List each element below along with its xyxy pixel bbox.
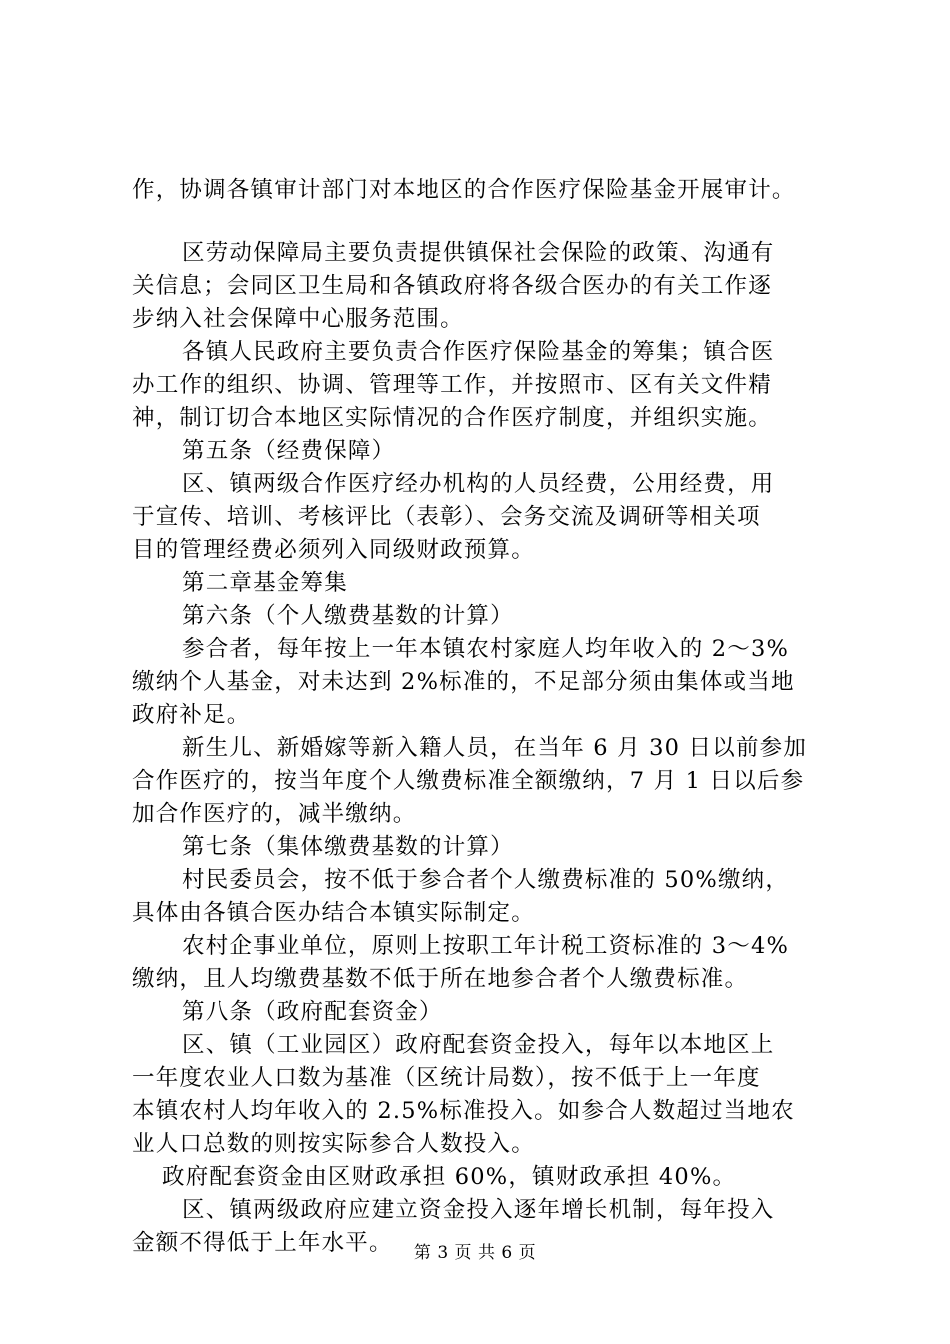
- text-line: 缴纳个人基金，对未达到 2%标准的，不足部分须由集体或当地: [132, 669, 795, 695]
- chapter-heading: 第二章基金筹集: [182, 570, 348, 596]
- section-heading: 第七条（集体缴费基数的计算）: [182, 834, 514, 860]
- section-heading: 第五条（经费保障）: [182, 438, 396, 464]
- text-line: 合作医疗的，按当年度个人缴费标准全额缴纳，7 月 1 日以后参: [132, 768, 805, 794]
- text-line: 缴纳，且人均缴费基数不低于所在地参合者个人缴费标准。: [132, 966, 749, 992]
- text-line: 村民委员会，按不低于参合者个人缴费标准的 50%缴纳，: [182, 867, 790, 893]
- text-line: 参合者，每年按上一年本镇农村家庭人均年收入的 2～3%: [182, 636, 790, 662]
- page-number: 第 3 页 共 6 页: [413, 1243, 537, 1263]
- text-line: 作，协调各镇审计部门对本地区的合作医疗保险基金开展审计。: [132, 177, 796, 203]
- section-heading: 第八条（政府配套资金）: [182, 999, 443, 1025]
- text-line: 一年度农业人口数为基准（区统计局数），按不低于上一年度: [132, 1065, 761, 1091]
- text-line: 金额不得低于上年水平。: [132, 1230, 393, 1256]
- text-line: 各镇人民政府主要负责合作医疗保险基金的筹集；镇合医: [182, 339, 775, 365]
- section-heading: 第六条（个人缴费基数的计算）: [182, 603, 514, 629]
- text-line: 办工作的组织、协调、管理等工作，并按照市、区有关文件精: [132, 372, 772, 398]
- document-body: [132, 174, 832, 1260]
- text-line: 关信息；会同区卫生局和各镇政府将各级合医办的有关工作逐: [132, 273, 772, 299]
- text-line: 业人口总数的则按实际参合人数投入。: [132, 1131, 535, 1157]
- text-line: 政府补足。: [132, 702, 251, 728]
- text-line: 本镇农村人均年收入的 2.5%标准投入。如参合人数超过当地农: [132, 1098, 795, 1124]
- text-line: 农村企事业单位，原则上按职工年计税工资标准的 3～4%: [182, 933, 790, 959]
- text-line: 具体由各镇合医办结合本镇实际制定。: [132, 900, 535, 926]
- text-line: 加合作医疗的，减半缴纳。: [132, 801, 417, 827]
- text-line: 区、镇两级政府应建立资金投入逐年增长机制，每年投入: [182, 1197, 775, 1223]
- text-line: 区、镇（工业园区）政府配套资金投入，每年以本地区上: [182, 1032, 775, 1058]
- text-line: 步纳入社会保障中心服务范围。: [132, 306, 464, 332]
- text-line: 神，制订切合本地区实际情况的合作医疗制度，并组织实施。: [132, 405, 772, 431]
- text-line: 目的管理经费必须列入同级财政预算。: [132, 537, 535, 563]
- text-line: 区劳动保障局主要负责提供镇保社会保险的政策、沟通有: [182, 240, 775, 266]
- text-line: 于宣传、培训、考核评比（表彰）、会务交流及调研等相关项: [132, 504, 761, 530]
- text-line: 新生儿、新婚嫁等新入籍人员，在当年 6 月 30 日以前参加: [182, 735, 808, 761]
- text-line: 区、镇两级合作医疗经办机构的人员经费，公用经费，用: [182, 471, 775, 497]
- text-line: 政府配套资金由区财政承担 60%，镇财政承担 40%。: [162, 1164, 737, 1190]
